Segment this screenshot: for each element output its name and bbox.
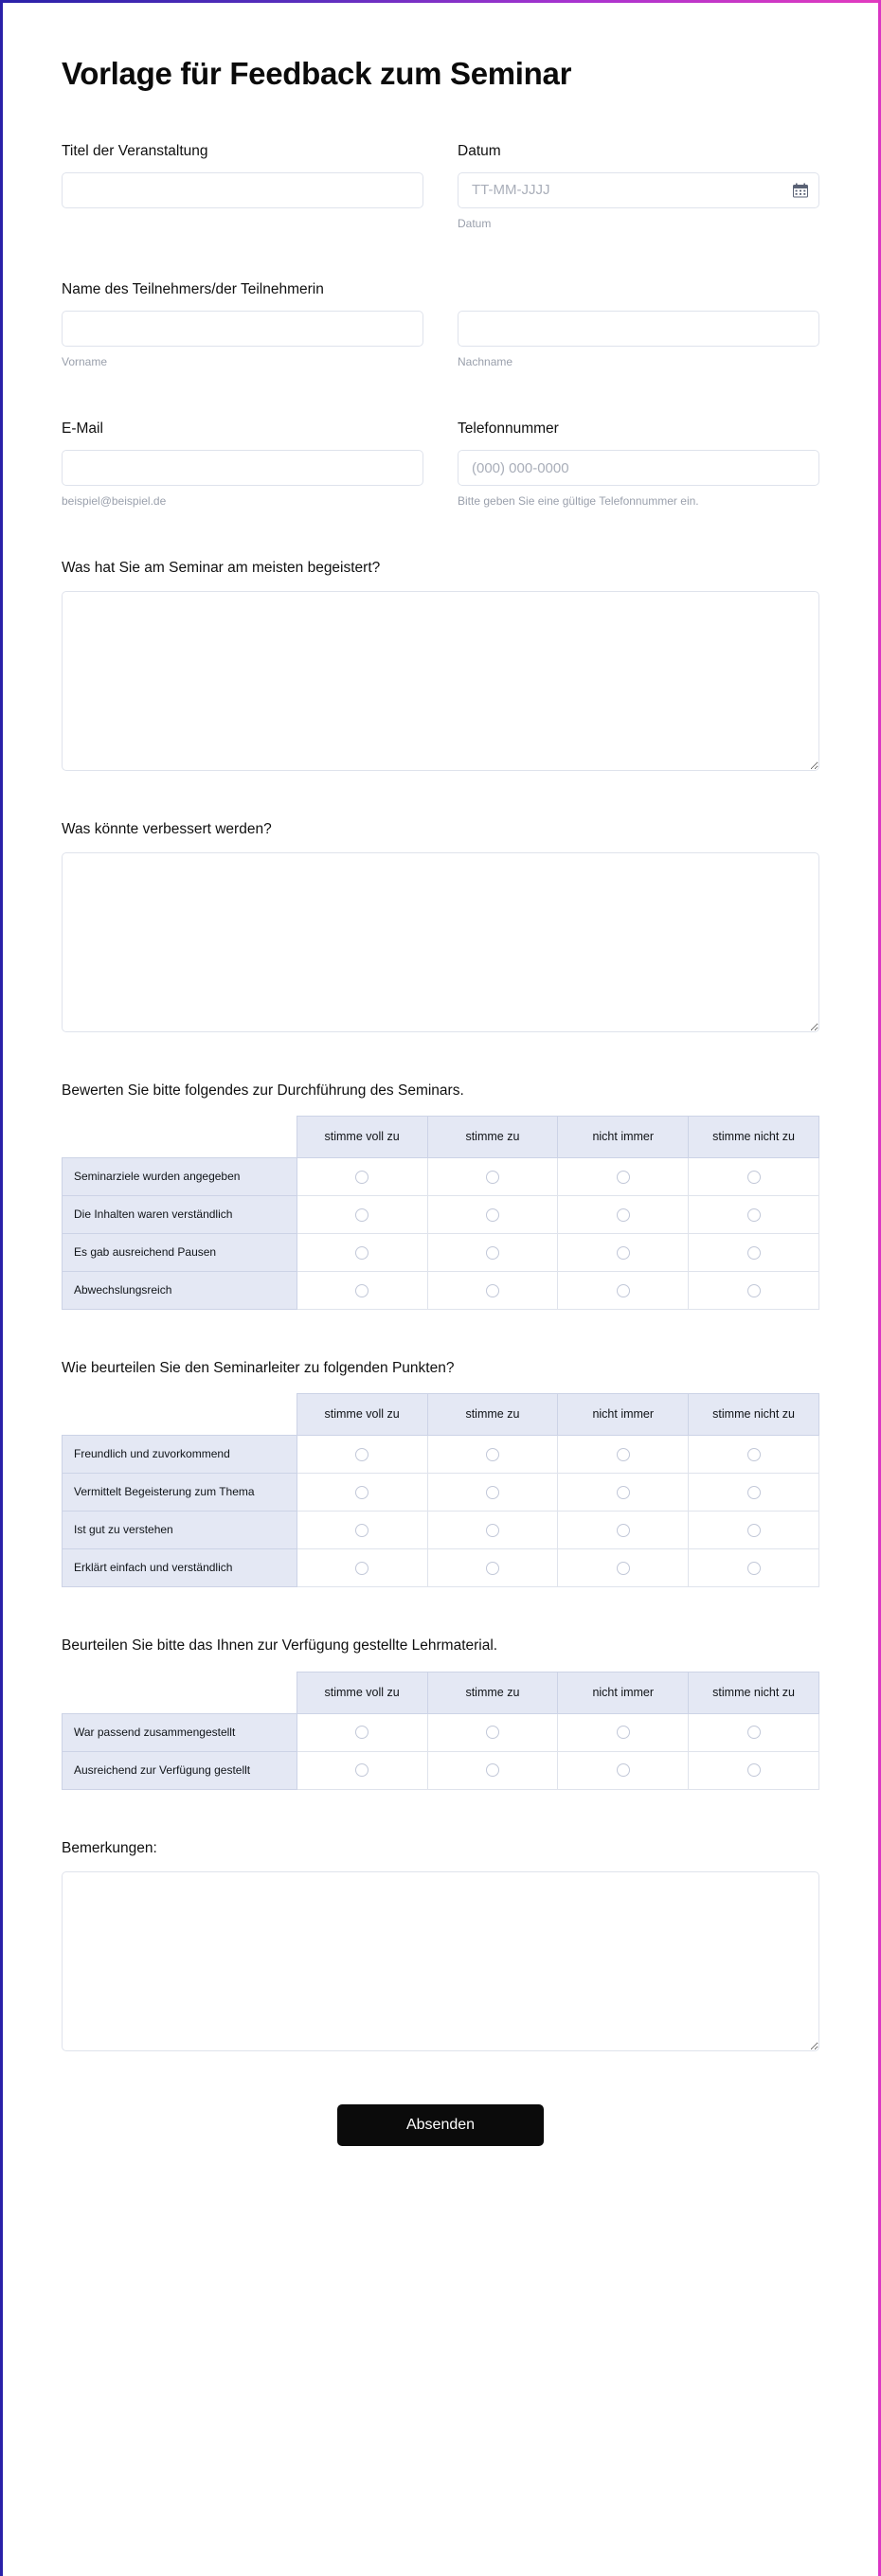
radio-icon[interactable] <box>617 1208 630 1222</box>
matrix-2-r0-c3[interactable] <box>689 1713 819 1751</box>
table-row <box>63 1436 819 1474</box>
improvements-label: Was könnte verbessert werden? <box>62 820 272 837</box>
matrix-1-r0-c2[interactable] <box>558 1436 689 1474</box>
matrix-2-col-3: stimme nicht zu <box>689 1672 819 1713</box>
page-title: Vorlage für Feedback zum Seminar <box>62 56 572 91</box>
radio-icon[interactable] <box>486 1208 499 1222</box>
best-part-label: Was hat Sie am Seminar am meisten begeistert? <box>62 559 381 576</box>
matrix-0-col-3: stimme nicht zu <box>689 1117 819 1158</box>
radio-icon[interactable] <box>617 1726 630 1739</box>
matrix-2-wrap <box>62 1672 819 1790</box>
matrix-1-r0-c3[interactable] <box>689 1436 819 1474</box>
matrix-1-col-1: stimme zu <box>427 1394 558 1436</box>
matrix-2-header-spacer <box>63 1672 297 1713</box>
field-last-name <box>458 311 819 370</box>
phone-input[interactable] <box>458 450 819 486</box>
matrix-1-r2-c3[interactable] <box>689 1512 819 1549</box>
matrix-0-r3-c1[interactable] <box>427 1272 558 1310</box>
field-participant-name <box>62 280 819 370</box>
table-row <box>63 1158 819 1196</box>
radio-icon[interactable] <box>747 1763 761 1777</box>
radio-icon[interactable] <box>355 1284 369 1297</box>
radio-icon[interactable] <box>355 1726 369 1739</box>
field-improvements <box>62 820 819 1032</box>
matrix-1-r3-c0[interactable] <box>297 1549 427 1587</box>
date-sublabel: Datum <box>458 216 492 230</box>
improvements-textarea[interactable] <box>62 852 819 1032</box>
radio-icon[interactable] <box>747 1284 761 1297</box>
date-label: Datum <box>458 142 501 159</box>
matrix-1-r1-c3[interactable] <box>689 1474 819 1512</box>
remarks-label: Bemerkungen: <box>62 1839 157 1856</box>
matrix-0-r2-c1[interactable] <box>427 1234 558 1272</box>
row-email-phone <box>62 420 819 510</box>
remarks-textarea[interactable] <box>62 1871 819 2051</box>
matrix-0-row-3-label: Abwechslungsreich <box>63 1272 297 1310</box>
radio-icon[interactable] <box>617 1763 630 1777</box>
matrix-0-r1-c1[interactable] <box>427 1196 558 1234</box>
radio-icon[interactable] <box>355 1171 369 1184</box>
radio-icon[interactable] <box>355 1763 369 1777</box>
matrix-2-r1-c2[interactable] <box>558 1751 689 1789</box>
matrix-1-r1-c1[interactable] <box>427 1474 558 1512</box>
matrix-1-wrap <box>62 1393 819 1587</box>
matrix-1-r1-c2[interactable] <box>558 1474 689 1512</box>
matrix-2-r0-c0[interactable] <box>297 1713 427 1751</box>
matrix-0-label: Bewerten Sie bitte folgendes zur Durchführung des Seminars. <box>62 1082 464 1100</box>
matrix-1-col-0: stimme voll zu <box>297 1394 427 1436</box>
radio-icon[interactable] <box>355 1246 369 1260</box>
radio-icon[interactable] <box>747 1486 761 1499</box>
radio-icon[interactable] <box>486 1562 499 1575</box>
table-row <box>63 1272 819 1310</box>
form-body <box>3 0 878 2212</box>
phone-sublabel: Bitte geben Sie eine gültige Telefonnummer ein. <box>458 494 699 509</box>
matrix-0-r3-c3[interactable] <box>689 1272 819 1310</box>
phone-label: Telefonnummer <box>458 420 559 438</box>
matrix-0-r0-c2[interactable] <box>558 1158 689 1196</box>
matrix-1-table <box>62 1393 819 1587</box>
radio-icon[interactable] <box>355 1448 369 1461</box>
matrix-0-col-1: stimme zu <box>427 1117 558 1158</box>
matrix-2-row-1-label: Ausreichend zur Verfügung gestellt <box>63 1751 297 1789</box>
best-part-textarea[interactable] <box>62 591 819 771</box>
matrix-teaching-material <box>62 1637 819 1789</box>
matrix-2-col-0: stimme voll zu <box>297 1672 427 1713</box>
radio-icon[interactable] <box>355 1562 369 1575</box>
matrix-1-row-3-label: Erklärt einfach und verständlich <box>63 1549 297 1587</box>
matrix-1-r0-c0[interactable] <box>297 1436 427 1474</box>
submit-button[interactable]: Absenden <box>337 2104 544 2146</box>
matrix-1-header-spacer <box>63 1394 297 1436</box>
matrix-0-header-spacer <box>63 1117 297 1158</box>
email-input[interactable] <box>62 450 423 486</box>
radio-icon[interactable] <box>486 1524 499 1537</box>
matrix-1-r3-c3[interactable] <box>689 1549 819 1587</box>
matrix-1-r3-c2[interactable] <box>558 1549 689 1587</box>
matrix-0-r2-c3[interactable] <box>689 1234 819 1272</box>
row-title-date <box>62 142 819 232</box>
radio-icon[interactable] <box>747 1448 761 1461</box>
radio-icon[interactable] <box>355 1208 369 1222</box>
radio-icon[interactable] <box>617 1246 630 1260</box>
matrix-0-r3-c2[interactable] <box>558 1272 689 1310</box>
radio-icon[interactable] <box>747 1524 761 1537</box>
matrix-1-r1-c0[interactable] <box>297 1474 427 1512</box>
matrix-2-r0-c2[interactable] <box>558 1713 689 1751</box>
radio-icon[interactable] <box>617 1171 630 1184</box>
matrix-seminar-delivery <box>62 1082 819 1310</box>
accent-gradient-rule <box>3 0 878 3</box>
matrix-0-row-0-label: Seminarziele wurden angegeben <box>63 1158 297 1196</box>
table-row <box>63 1512 819 1549</box>
matrix-0-r1-c0[interactable] <box>297 1196 427 1234</box>
radio-icon[interactable] <box>355 1524 369 1537</box>
matrix-0-r2-c0[interactable] <box>297 1234 427 1272</box>
matrix-0-r1-c3[interactable] <box>689 1196 819 1234</box>
matrix-0-r1-c2[interactable] <box>558 1196 689 1234</box>
matrix-0-row-1-label: Die Inhalten waren verständlich <box>63 1196 297 1234</box>
radio-icon[interactable] <box>617 1562 630 1575</box>
matrix-0-table <box>62 1116 819 1310</box>
field-best-part <box>62 559 819 771</box>
event-title-input[interactable] <box>62 172 423 208</box>
radio-icon[interactable] <box>617 1448 630 1461</box>
matrix-2-r1-c3[interactable] <box>689 1751 819 1789</box>
field-date <box>458 142 819 232</box>
radio-icon[interactable] <box>747 1171 761 1184</box>
radio-icon[interactable] <box>747 1562 761 1575</box>
field-email <box>62 420 423 510</box>
matrix-1-r2-c0[interactable] <box>297 1512 427 1549</box>
date-input[interactable] <box>458 172 819 208</box>
matrix-0-r2-c2[interactable] <box>558 1234 689 1272</box>
field-phone <box>458 420 819 510</box>
event-title-label: Titel der Veranstaltung <box>62 142 208 159</box>
email-sublabel: beispiel@beispiel.de <box>62 494 167 509</box>
matrix-0-r3-c0[interactable] <box>297 1272 427 1310</box>
matrix-0-col-0: stimme voll zu <box>297 1117 427 1158</box>
matrix-0-r0-c0[interactable] <box>297 1158 427 1196</box>
radio-icon[interactable] <box>747 1726 761 1739</box>
radio-icon[interactable] <box>355 1486 369 1499</box>
last-name-sublabel: Nachname <box>458 355 513 369</box>
radio-icon[interactable] <box>486 1246 499 1260</box>
radio-icon[interactable] <box>486 1448 499 1461</box>
matrix-2-table <box>62 1672 819 1790</box>
radio-icon[interactable] <box>747 1246 761 1260</box>
matrix-0-row-2-label: Es gab ausreichend Pausen <box>63 1234 297 1272</box>
matrix-1-col-2: nicht immer <box>558 1394 689 1436</box>
radio-icon[interactable] <box>486 1726 499 1739</box>
matrix-0-header-row <box>63 1117 819 1158</box>
matrix-0-wrap <box>62 1116 819 1310</box>
matrix-0-col-2: nicht immer <box>558 1117 689 1158</box>
matrix-2-r1-c1[interactable] <box>427 1751 558 1789</box>
matrix-2-r0-c1[interactable] <box>427 1713 558 1751</box>
table-row <box>63 1751 819 1789</box>
matrix-2-row-0-label: War passend zusammengestellt <box>63 1713 297 1751</box>
matrix-2-r1-c0[interactable] <box>297 1751 427 1789</box>
radio-icon[interactable] <box>747 1208 761 1222</box>
matrix-1-label: Wie beurteilen Sie den Seminarleiter zu folgenden Punkten? <box>62 1360 455 1377</box>
radio-icon[interactable] <box>486 1486 499 1499</box>
radio-icon[interactable] <box>486 1171 499 1184</box>
radio-icon[interactable] <box>617 1284 630 1297</box>
matrix-1-row-2-label: Ist gut zu verstehen <box>63 1512 297 1549</box>
participant-name-label: Name des Teilnehmers/der Teilnehmerin <box>62 281 324 298</box>
matrix-2-header-row <box>63 1672 819 1713</box>
email-label: E-Mail <box>62 420 103 438</box>
field-remarks <box>62 1839 819 2051</box>
matrix-1-r2-c2[interactable] <box>558 1512 689 1549</box>
matrix-seminar-leader <box>62 1359 819 1587</box>
table-row <box>63 1474 819 1512</box>
matrix-1-header-row <box>63 1394 819 1436</box>
matrix-1-r2-c1[interactable] <box>427 1512 558 1549</box>
radio-icon[interactable] <box>486 1763 499 1777</box>
matrix-1-r0-c1[interactable] <box>427 1436 558 1474</box>
radio-icon[interactable] <box>486 1284 499 1297</box>
matrix-1-col-3: stimme nicht zu <box>689 1394 819 1436</box>
first-name-sublabel: Vorname <box>62 355 108 369</box>
matrix-1-row-1-label: Vermittelt Begeisterung zum Thema <box>63 1474 297 1512</box>
field-event-title <box>62 142 423 232</box>
radio-icon[interactable] <box>617 1486 630 1499</box>
matrix-2-label: Beurteilen Sie bitte das Ihnen zur Verfügung gestellte Lehrmaterial. <box>62 1637 498 1655</box>
table-row <box>63 1549 819 1587</box>
matrix-2-col-2: nicht immer <box>558 1672 689 1713</box>
table-row <box>63 1196 819 1234</box>
matrix-2-col-1: stimme zu <box>427 1672 558 1713</box>
table-row <box>63 1234 819 1272</box>
row-name-inputs <box>62 311 819 370</box>
last-name-input[interactable] <box>458 311 819 347</box>
date-input-wrap <box>458 172 819 208</box>
matrix-0-r0-c3[interactable] <box>689 1158 819 1196</box>
radio-icon[interactable] <box>617 1524 630 1537</box>
matrix-1-row-0-label: Freundlich und zuvorkommend <box>63 1436 297 1474</box>
field-first-name <box>62 311 423 370</box>
table-row <box>63 1713 819 1751</box>
first-name-input[interactable] <box>62 311 423 347</box>
submit-area <box>62 2104 819 2212</box>
matrix-1-r3-c1[interactable] <box>427 1549 558 1587</box>
matrix-0-r0-c1[interactable] <box>427 1158 558 1196</box>
